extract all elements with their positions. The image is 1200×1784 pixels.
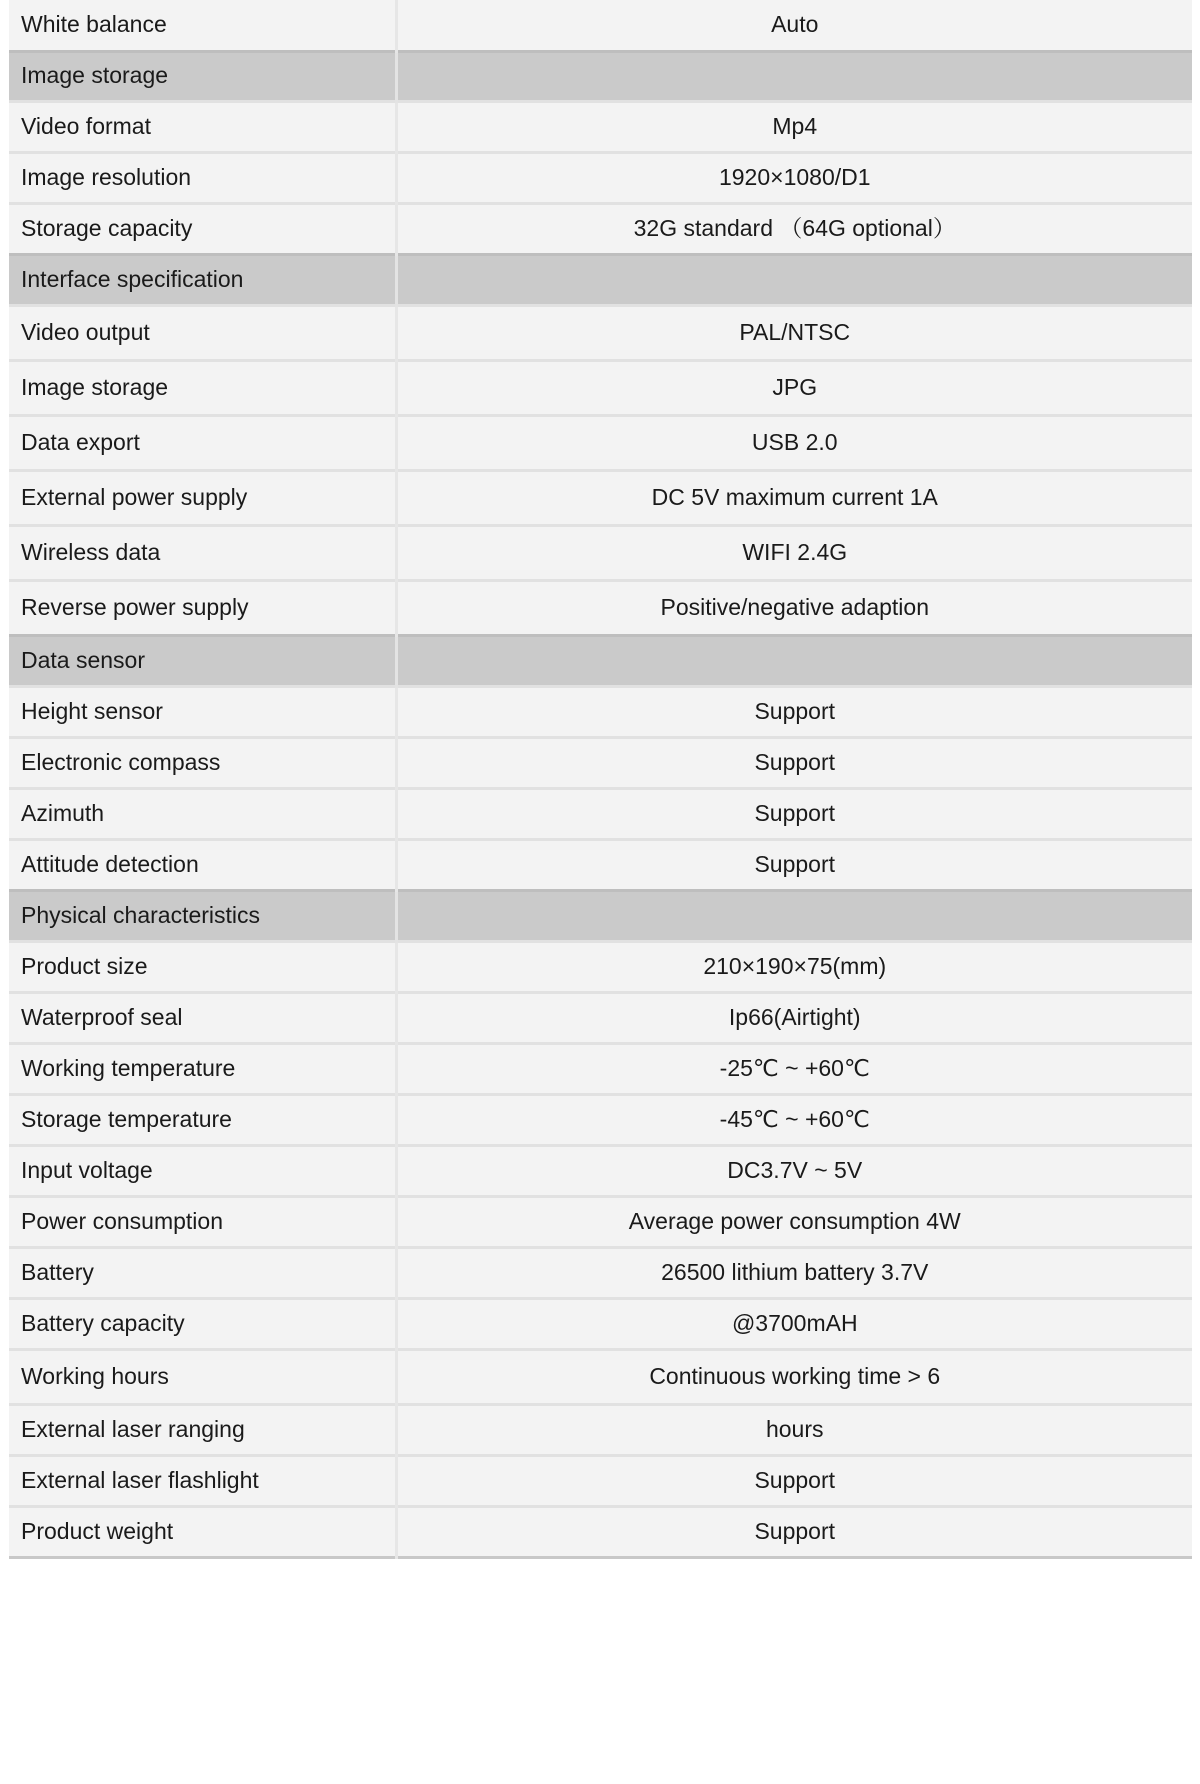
spec-value: -45℃ ~ +60℃ — [396, 1094, 1192, 1145]
spec-label: Input voltage — [9, 1145, 396, 1196]
section-header-row — [9, 254, 1192, 305]
spec-row — [9, 992, 1192, 1043]
section-title: Interface specification — [9, 254, 396, 305]
spec-label: Storage temperature — [9, 1094, 396, 1145]
spec-value: Ip66(Airtight) — [396, 992, 1192, 1043]
spec-value: Support — [396, 1506, 1192, 1557]
spec-label: Power consumption — [9, 1196, 396, 1247]
spec-row — [9, 941, 1192, 992]
spec-value: Mp4 — [396, 101, 1192, 152]
spec-row — [9, 305, 1192, 360]
spec-row — [9, 1094, 1192, 1145]
spec-row — [9, 360, 1192, 415]
spec-row — [9, 737, 1192, 788]
section-header-row — [9, 635, 1192, 686]
spec-value: Support — [396, 737, 1192, 788]
spec-label: Height sensor — [9, 686, 396, 737]
spec-label: Video format — [9, 101, 396, 152]
spec-row — [9, 1506, 1192, 1557]
spec-label: Battery — [9, 1247, 396, 1298]
spec-label: Wireless data — [9, 525, 396, 580]
section-title: Data sensor — [9, 635, 396, 686]
spec-value: Support — [396, 788, 1192, 839]
spec-row — [9, 686, 1192, 737]
spec-row — [9, 1404, 1192, 1455]
spec-label: Attitude detection — [9, 839, 396, 890]
spec-label: Azimuth — [9, 788, 396, 839]
spec-label: White balance — [9, 0, 396, 51]
spec-label: External power supply — [9, 470, 396, 525]
spec-label: Video output — [9, 305, 396, 360]
section-empty-cell — [396, 635, 1192, 686]
spec-row — [9, 1196, 1192, 1247]
spec-value: Average power consumption 4W — [396, 1196, 1192, 1247]
spec-row — [9, 415, 1192, 470]
section-empty-cell — [396, 254, 1192, 305]
spec-label: Product weight — [9, 1506, 396, 1557]
section-empty-cell — [396, 51, 1192, 101]
spec-value: Support — [396, 686, 1192, 737]
spec-row — [9, 101, 1192, 152]
spec-value: 26500 lithium battery 3.7V — [396, 1247, 1192, 1298]
spec-value: @3700mAH — [396, 1298, 1192, 1349]
spec-value: Support — [396, 839, 1192, 890]
spec-row — [9, 788, 1192, 839]
spec-label: External laser ranging — [9, 1404, 396, 1455]
spec-value: DC 5V maximum current 1A — [396, 470, 1192, 525]
spec-label: Data export — [9, 415, 396, 470]
spec-row — [9, 525, 1192, 580]
section-header-row — [9, 51, 1192, 101]
spec-value: 32G standard （64G optional） — [396, 203, 1192, 254]
section-empty-cell — [396, 890, 1192, 941]
spec-value: PAL/NTSC — [396, 305, 1192, 360]
spec-label: Waterproof seal — [9, 992, 396, 1043]
spec-row — [9, 1247, 1192, 1298]
section-header-row — [9, 890, 1192, 941]
spec-row — [9, 470, 1192, 525]
spec-value: DC3.7V ~ 5V — [396, 1145, 1192, 1196]
spec-row — [9, 203, 1192, 254]
spec-label: Image resolution — [9, 152, 396, 203]
spec-row — [9, 0, 1192, 51]
spec-value: Support — [396, 1455, 1192, 1506]
spec-value: Auto — [396, 0, 1192, 51]
spec-row — [9, 580, 1192, 635]
spec-label: Image storage — [9, 360, 396, 415]
spec-label: Product size — [9, 941, 396, 992]
spec-table-body — [9, 0, 1192, 1557]
spec-label: Working temperature — [9, 1043, 396, 1094]
spec-row — [9, 1349, 1192, 1404]
spec-value: 1920×1080/D1 — [396, 152, 1192, 203]
section-title: Physical characteristics — [9, 890, 396, 941]
spec-value: USB 2.0 — [396, 415, 1192, 470]
spec-label: Battery capacity — [9, 1298, 396, 1349]
spec-value: hours — [396, 1404, 1192, 1455]
spec-table — [9, 0, 1192, 1559]
spec-row — [9, 839, 1192, 890]
spec-row — [9, 1043, 1192, 1094]
spec-value: -25℃ ~ +60℃ — [396, 1043, 1192, 1094]
spec-row — [9, 1145, 1192, 1196]
spec-value: JPG — [396, 360, 1192, 415]
spec-value: Continuous working time > 6 — [396, 1349, 1192, 1404]
spec-label: Working hours — [9, 1349, 396, 1404]
spec-row — [9, 1455, 1192, 1506]
spec-row — [9, 1298, 1192, 1349]
spec-label: External laser flashlight — [9, 1455, 396, 1506]
spec-value: Positive/negative adaption — [396, 580, 1192, 635]
section-title: Image storage — [9, 51, 396, 101]
spec-value: 210×190×75(mm) — [396, 941, 1192, 992]
spec-label: Reverse power supply — [9, 580, 396, 635]
spec-row — [9, 152, 1192, 203]
spec-label: Storage capacity — [9, 203, 396, 254]
spec-value: WIFI 2.4G — [396, 525, 1192, 580]
spec-label: Electronic compass — [9, 737, 396, 788]
